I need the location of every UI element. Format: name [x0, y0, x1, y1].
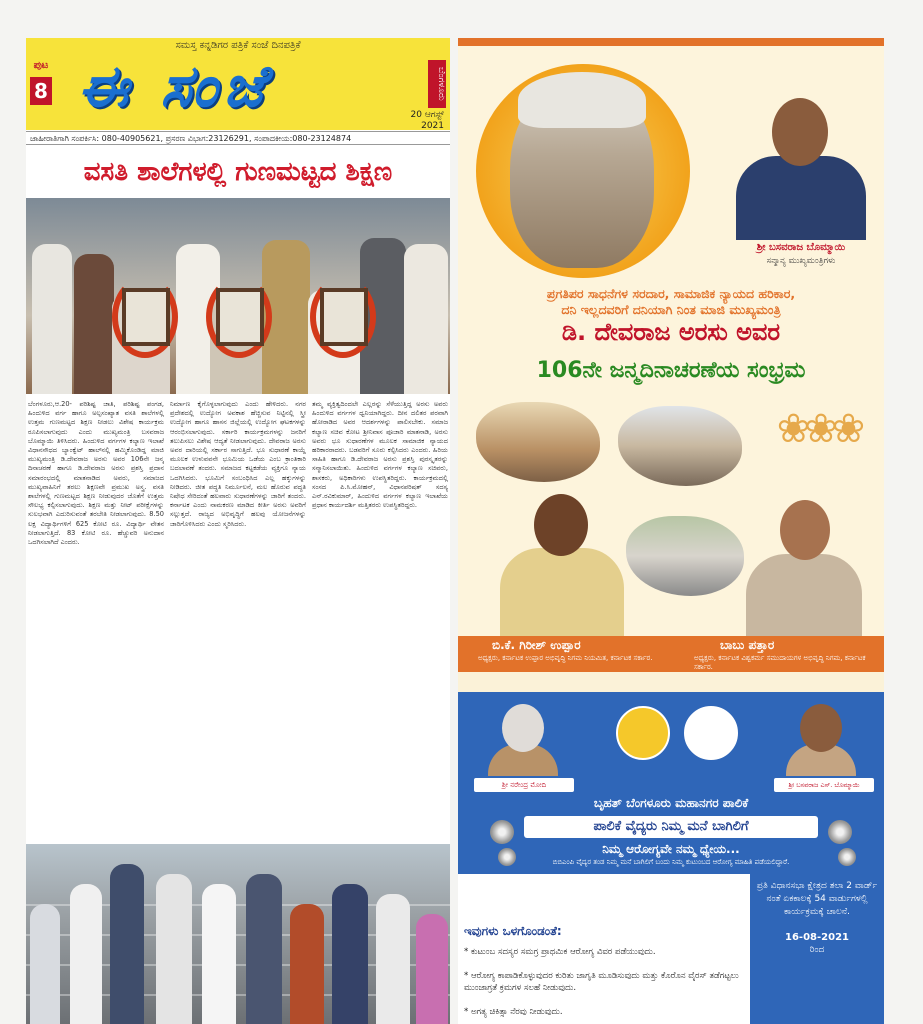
bullet-item: * ಆರೋಗ್ಯ ಕಾಪಾಡಿಕೊಳ್ಳುವುದರ ಕುರಿತು ಜಾಗೃತಿ ಮೂಡಿಸುವುದು ಮತ್ತು ಕೊರೊನ ವೈರಸ್ ತಡೆಗಟ್ಟಲು ಮುಂಜಾಗ್ರತೆ ಕ್ರಮಗಳ ಸಲಹೆ ನೀಡುವುದು. [464, 971, 739, 993]
issue-date-day: 20 ಆಗಸ್ಟ್ [410, 110, 444, 120]
photo-person [74, 254, 114, 394]
photo-person [404, 244, 448, 394]
photo-person [332, 884, 368, 1024]
photo-person [290, 904, 324, 1024]
coverage-box [750, 874, 884, 1024]
event-photo [476, 402, 600, 482]
bbmp-motto: ನಿಮ್ಮ ಆರೋಗ್ಯವೇ ನಮ್ಮ ಧ್ಯೇಯ... [602, 842, 740, 856]
advertisement-page [458, 38, 884, 1024]
photo-person [30, 904, 60, 1024]
virus-icon [498, 848, 516, 866]
award-frame [320, 288, 368, 346]
ad-tagline-1: ಪ್ರಗತಿಪರ ಸಾಧನೆಗಳ ಸರದಾರ, ಸಾಮಾಜಿಕ ನ್ಯಾಯದ ಹರಿಕಾರ, [546, 286, 796, 301]
event-photo [618, 406, 742, 486]
coverage-text: ಪ್ರತಿ ವಿಧಾನಸಭಾ ಕ್ಷೇತ್ರದ ತಲಾ 2 ವಾರ್ಡ್ ನಂತೆ ಏಕಕಾಲಕ್ಕೆ 54 ವಾರ್ಡುಗಳಲ್ಲಿ ಕಾರ್ಯಕ್ರಮಕ್ಕೆ ಚಾಲನೆ. [756, 881, 878, 917]
bbmp-motto-sub: ಬಿಬಿಎಂಪಿ ವೈದ್ಯರ ತಂಡ ನಿಮ್ಮ ಮನೆ ಬಾಗಿಲಿಗೆ ಬಂದು ನಿಮ್ಮ ಕುಟುಂಬದ ಆರೋಗ್ಯ ಮಾಹಿತಿ ಪಡೆಯಲಿದ್ದಾರೆ. [552, 858, 790, 866]
state-emblem-icon [616, 706, 670, 760]
news-page-left [26, 38, 450, 1024]
pm-caption: ಶ್ರೀ ನರೇಂದ್ರ ಮೋದಿ [474, 778, 574, 792]
pm-portrait-head [502, 704, 544, 752]
cm-portrait-body [736, 156, 866, 240]
portrait-hair [518, 72, 646, 128]
photo-person [156, 874, 192, 1024]
minister-1-role: ಅಧ್ಯಕ್ಷರು, ಕರ್ನಾಟಕ ಉಪ್ಪಾರ ಅಭಿವೃದ್ಧಿ ನಿಗಮ ನಿಯಮಿತ, ಕರ್ನಾಟಕ ಸರ್ಕಾರ. [478, 654, 653, 662]
cm-portrait [726, 86, 876, 236]
cm-small-caption: ಶ್ರೀ ಬಸವರಾಜ ಎಸ್. ಬೊಮ್ಮಾಯಿ [774, 778, 874, 792]
bbmp-ad [458, 692, 884, 874]
cm-title: ಸನ್ಮಾನ್ಯ ಮುಖ್ಯಮಂತ್ರಿಗಳು [766, 256, 836, 266]
decorative-swirl-icon: ❀❀❀ [776, 406, 860, 452]
cm-small-portrait [784, 704, 858, 776]
event-photo [626, 516, 744, 596]
cm-name: ಶ್ರೀ ಬಸವರಾಜ ಬೊಮ್ಮಾಯಿ [756, 242, 846, 253]
photo-person [246, 874, 282, 1024]
masthead [26, 38, 450, 130]
minister-1-photo [496, 494, 628, 636]
article-column-2: ನಿರ್ಮಾಣ ಕೈಗೊಳ್ಳಲಾಗುವುದು ಎಂದು ಹೇಳಿದರು. ನಗರ ಪ್ರದೇಶದಲ್ಲಿ ಉದ್ಯೋಗ ಅವಕಾಶ ಹೆಚ್ಚಿಸುವ ನಿಟ್ಟಿನಲ್ಲಿ ಸ್ತ್ರೀ ಉದ್ಯೋಗ ಹಾಗೂ ಹಾಸನ ಜಿಲ್ಲೆಯಲ್ಲಿ ಉದ್ಯೋಗ ಘಟಕಗಳನ್ನು ಆರಂಭಿಸಲಾಗುವುದು. ಸರ್ಕಾರಿ ಕಾರ್ಯಕ್ರಮಗಳನ್ನು ಜನರಿಗೆ ತಲುಪಿಸಲು ವಿಶೇಷ ಆದ್ಯತೆ ನೀಡಲಾಗುವುದು. ದೇವರಾಜ ಅರಸು ಅವರ ದಾರಿಯಲ್ಲಿ ಸರ್ಕಾರ ಸಾಗುತ್ತಿದೆ. ಭೂ ಸುಧಾರಣೆ ಕಾಯ್ದೆ ಮೂಲಕ ಉಳುವವನೇ ಭೂಮಿಯ ಒಡೆಯ ಎಂಬ ಕ್ರಾಂತಿಕಾರಿ ಬದಲಾವಣೆ ತಂದರು. ಸಮಾಜದ ಕಟ್ಟಕಡೆಯ ವ್ಯಕ್ತಿಗೂ ನ್ಯಾಯ ಒದಗಿಸಿದರು. ಭೂಮಿಗೆ ಸಂಬಂಧಿಸಿದ ಎಲ್ಲ ಹಕ್ಕುಗಳನ್ನು ನೀಡಿದರು. ಜೀತ ಪದ್ಧತಿ ನಿರ್ಮೂಲನೆ, ಮಲ ಹೊರುವ ಪದ್ಧತಿ ನಿಷೇಧ ಸೇರಿದಂತೆ ಹಲವಾರು ಸುಧಾರಣೆಗಳನ್ನು ಜಾರಿಗೆ ತಂದರು. ಕರ್ನಾಟಕ ಎಂದು ನಾಮಕರಣ ಮಾಡಿದ ಕೀರ್ತಿ ಅರಸು ಅವರಿಗೆ ಸಲ್ಲುತ್ತದೆ. ರಾಜ್ಯದ ಅಭಿವೃದ್ಧಿಗೆ ಹಲವು ಯೋಜನೆಗಳನ್ನು ಜಾರಿಗೊಳಿಸಿದರು ಎಂದು ಸ್ಮರಿಸಿದರು. [170, 400, 306, 528]
contact-line: ಜಾಹೀರಾತಿಗಾಗಿ ಸಂಪರ್ಕಿಸಿ: 080-40905621, ಪ್ರಸರಣ ವಿಭಾಗ:23126291, ಸಂಪಾದಕೀಯ:080-23124874 [26, 131, 450, 145]
bullet-item: * ಕುಟುಂಬ ಸದಸ್ಯರ ಸಮಗ್ರ ಪ್ರಾಥಮಿಕ ಆರೋಗ್ಯ ವಿವರ ಪಡೆಯುವುದು. [464, 947, 656, 957]
ad-tagline-2: ದನಿ ಇಲ್ಲದವರಿಗೆ ದನಿಯಾಗಿ ನಿಂತ ಮಾಜಿ ಮುಖ್ಯಮಂತ್ರಿ [561, 302, 781, 317]
photo-person [376, 894, 410, 1024]
photo-person [32, 244, 72, 394]
includes-title: ಇವುಗಳು ಒಳಗೊಂಡಂತೆ: [464, 924, 562, 938]
minister-1-name: ಬಿ.ಕೆ. ಗಿರೀಶ್ ಉಪ್ಪಾರ [492, 638, 581, 652]
devaraj-urs-portrait [476, 64, 690, 278]
bbmp-ad-details [458, 874, 884, 1024]
doctors-banner: ಪಾಲಿಕೆ ವೈದ್ಯರು ನಿಮ್ಮ ಮನೆ ಬಾಗಿಲಿಗೆ [524, 816, 818, 838]
headline: ವಸತಿ ಶಾಲೆಗಳಲ್ಲಿ ಗುಣಮಟ್ಟದ ಶಿಕ್ಷಣ [83, 157, 393, 187]
virus-icon [828, 820, 852, 844]
minister-name-bar [458, 636, 884, 672]
coverage-date: 16-08-2021 [785, 932, 849, 943]
masthead-tagline: ಸಮಸ್ತ ಕನ್ನಡಿಗರ ಪತ್ರಿಕೆ ಸಂಜೆ ದಿನಪತ್ರಿಕೆ [175, 40, 301, 51]
article-column-1: ಬೆಂಗಳೂರು,ಆ.20- ಪರಿಶಿಷ್ಟ ಜಾತಿ, ಪರಿಶಿಷ್ಟ ಪಂಗಡ, ಹಿಂದುಳಿದ ವರ್ಗ ಹಾಗೂ ಅಲ್ಪಸಂಖ್ಯಾತ ವಸತಿ ಶಾಲೆಗಳಲ್ಲಿ ಉತ್ತಮ ಗುಣಮಟ್ಟದ ಶಿಕ್ಷಣ ನೀಡಲು ವಿಶೇಷ ಕಾರ್ಯಕ್ರಮ ರೂಪಿಸಲಾಗುವುದು ಎಂದು ಮುಖ್ಯಮಂತ್ರಿ ಬಸವರಾಜ ಬೊಮ್ಮಾಯಿ ತಿಳಿಸಿದರು. ಹಿಂದುಳಿದ ವರ್ಗಗಳ ಕಲ್ಯಾಣ ಇಲಾಖೆ ವಿಧಾನಸೌಧದ ಬ್ಯಾಂಕ್ವೆಟ್ ಹಾಲ್‍ನಲ್ಲಿ ಹಮ್ಮಿಕೊಂಡಿದ್ದ ಮಾಜಿ ಮುಖ್ಯಮಂತ್ರಿ ಡಿ.ದೇವರಾಜ ಅರಸು ಅವರ 106ನೇ ಜನ್ಮ ದಿನಾಚರಣೆ ಹಾಗೂ ಡಿ.ದೇವರಾಜ ಅರಸು ಪ್ರಶಸ್ತಿ ಪ್ರದಾನ ಸಮಾರಂಭದಲ್ಲಿ ಮಾತನಾಡಿದ ಅವರು, ಸಮಾಜದ ಮುಖ್ಯವಾಹಿನಿಗೆ ತರಲು ಶಿಕ್ಷಣವೇ ಪ್ರಮುಖ ಅಸ್ತ್ರ. ವಸತಿ ಶಾಲೆಗಳಲ್ಲಿ ಗುಣಮಟ್ಟದ ಶಿಕ್ಷಣ ನೀಡುವುದರ ಜೊತೆಗೆ ಉತ್ತಮ ಸೌಲಭ್ಯ ಕಲ್ಪಿಸಲಾಗುವುದು. ಶಿಕ್ಷಣ ಮತ್ತು ನೀಟ್ ಪರೀಕ್ಷೆಗಳನ್ನು ಸುಲಭವಾಗಿ ಎದುರಿಸುವಂತೆ ತರಬೇತಿ ನೀಡಲಾಗುವುದು. 8.50 ಲಕ್ಷ ವಿದ್ಯಾರ್ಥಿಗಳಿಗೆ 625 ಕೋಟಿ ರೂ. ವಿದ್ಯಾರ್ಥಿ ವೇತನ ನೀಡಲಾಗುತ್ತಿದೆ. 83 ಕೋಟಿ ರೂ. ಹೆಚ್ಚುವರಿ ಅನುದಾನ ಒದಗಿಸಲಾಗಿದೆ ಎಂದರು. [28, 400, 164, 547]
honoree-name: ಡಿ. ದೇವರಾಜ ಅರಸು ಅವರ [561, 318, 781, 346]
minister-1-body [500, 548, 624, 636]
minister-2-role: ಅಧ್ಯಕ್ಷರು, ಕರ್ನಾಟಕ ವಿಶ್ವಕರ್ಮ ಸಮುದಾಯಗಳ ಅಭಿವೃದ್ಧಿ ನಿಗಮ, ಕರ್ನಾಟಕ ಸರ್ಕಾರ. [694, 654, 866, 671]
article-column-3: ತಮ್ಮ ವ್ಯಕ್ತಿತ್ವದಿಂದಲೇ ಎಲ್ಲರನ್ನು ಸೆಳೆಯುತ್ತಿದ್ದ ಅರಸು ಅವರು ಹಿಂದುಳಿದ ವರ್ಗಗಳ ಧ್ವನಿಯಾಗಿದ್ದರು. ದೀನ ದಲಿತರ ಪರವಾಗಿ ಹೋರಾಡಿದ ಅವರ ಆದರ್ಶಗಳನ್ನು ಪಾಲಿಸಬೇಕು. ಸಮಾಜ ಕಲ್ಯಾಣ ಸಚಿವ ಕೋಟ ಶ್ರೀನಿವಾಸ ಪೂಜಾರಿ ಮಾತನಾಡಿ, ಅರಸು ಅವರು ಭೂ ಸುಧಾರಣೆಗಳ ಮೂಲಕ ಸಾಮಾಜಿಕ ನ್ಯಾಯದ ಹರಿಕಾರರಾದರು. ಬಡವರಿಗೆ ಸೂರು ಕಲ್ಪಿಸಿದರು ಎಂದರು. ಹಿರಿಯ ಸಾಹಿತಿ ಹಾಗೂ ಡಿ.ದೇವರಾಜ ಅರಸು ಪ್ರಶಸ್ತಿ ಪುರಸ್ಕೃತರನ್ನು ಸನ್ಮಾನಿಸಲಾಯಿತು. ಹಿಂದುಳಿದ ವರ್ಗಗಳ ಕಲ್ಯಾಣ ಸಚಿವರು, ಶಾಸಕರು, ಅಧಿಕಾರಿಗಳು ಉಪಸ್ಥಿತರಿದ್ದರು. ಕಾರ್ಯಕ್ರಮದಲ್ಲಿ ಸಂಸದ ಪಿ.ಸಿ.ಮೋಹನ್, ವಿಧಾನಪರಿಷತ್ ಸದಸ್ಯ ಎನ್.ರವಿಕುಮಾರ್, ಹಿಂದುಳಿದ ವರ್ಗಗಳ ಕಲ್ಯಾಣ ಇಲಾಖೆಯ ಪ್ರಧಾನ ಕಾರ್ಯದರ್ಶಿ ಮತ್ತಿತರರು ಉಪಸ್ಥಿತರಿದ್ದರು. [312, 400, 448, 510]
photo-person [416, 914, 448, 1024]
bullet-item: * ಅಗತ್ಯ ಚಿಕಿತ್ಸಾ ನೆರವು ನೀಡುವುದು. [464, 1007, 563, 1017]
bbmp-logo-icon [684, 706, 738, 760]
ceremony-photo [26, 198, 450, 394]
minister-2-name: ಬಾಬು ಪತ್ತಾರ [720, 638, 775, 652]
cm-portrait-head [772, 98, 828, 166]
minister-2-body [746, 554, 862, 636]
page-number-box [30, 60, 52, 126]
anniversary-ad [458, 38, 884, 671]
minister-1-head [534, 494, 588, 556]
protest-photo [26, 844, 450, 1024]
photo-person [110, 864, 144, 1024]
page-label: ಪುಟ [33, 60, 49, 71]
award-frame [216, 288, 264, 346]
newspaper-logo: ಈ ಸಂಜೆ [78, 52, 271, 120]
issue-date-year: 2021 [421, 121, 444, 131]
photo-person [70, 884, 102, 1024]
issue-date [411, 110, 444, 132]
minister-2-head [780, 500, 830, 560]
photo-person [202, 884, 236, 1024]
page-number: 8 [30, 77, 52, 105]
virus-icon [838, 848, 856, 866]
coverage-from: ರಿಂದ [809, 945, 825, 955]
edition-label: ಬೆಂಗಳೂರು [428, 60, 446, 108]
virus-icon [490, 820, 514, 844]
minister-2-photo [744, 500, 864, 636]
pm-portrait [486, 704, 560, 776]
cm-small-head [800, 704, 842, 752]
article-body [28, 400, 448, 870]
award-frame [122, 288, 170, 346]
anniversary-title: 106ನೇ ಜನ್ಮದಿನಾಚರಣೆಯ ಸಂಭ್ರಮ [536, 358, 806, 383]
bbmp-name: ಬೃಹತ್ ಬೆಂಗಳೂರು ಮಹಾನಗರ ಪಾಲಿಕೆ [593, 796, 749, 810]
